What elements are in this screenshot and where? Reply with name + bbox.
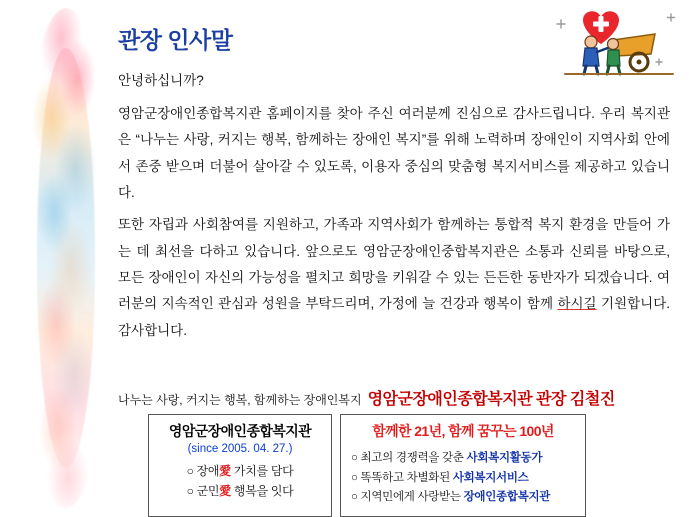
identity-box (148, 414, 332, 517)
identity-line-2-suffix: 행복을 잇다 (230, 484, 294, 498)
greeting-paragraph-2 (118, 212, 670, 344)
vision-box-line-1 (351, 449, 575, 465)
vision-line-1-bold: 사회복지활동가 (466, 452, 543, 464)
vision-line-2-normal: ○ 똑똑하고 차별화된 (351, 471, 453, 484)
watercolor-strip-decoration (18, 8, 114, 508)
greeting-paragraph-1: 영암군장애인종합복지관 홈페이지를 찾아 주신 여러분께 진심으로 감사드립니다. 우리 복지관은 “나누는 사랑, 커지는 행복, 함께하는 장애인 복지”를 위해 노력하며 장애인이 지역사회 안에서 존중 받으며 더불어 살아갈 수 있도록, 이용자 중심의 맞춤형 복지서비스를 제공하고 있습니다. (118, 106, 670, 200)
greeting-paragraph-2-tail: 기원합니다. 감사합니다. (118, 296, 670, 338)
identity-line-2-prefix: ○ 군민 (186, 484, 220, 498)
vision-box-title: 함께한 21년, 함께 꿈꾸는 100년 (372, 423, 554, 439)
greeting-paragraph-2-underlined: 하시길 (557, 296, 597, 312)
identity-box-subtitle: (since 2005. 04. 27.) (187, 443, 293, 455)
identity-line-1-suffix: 가치를 담다 (230, 464, 294, 478)
identity-box-line-1 (159, 462, 321, 479)
greeting-paragraph-2-body: 또한 자립과 사회참여를 지원하고, 가족과 지역사회가 함께하는 통합적 복지 환경을 만들어 가는 데 최선을 다하고 있습니다. 앞으로도 영암군장애인중합복지관은 소통과 신뢰를 바탕으로, 모든 장애인이 자신의 가능성을 펼치고 희망을 키워갈 수 있는 든든한 동반자가 되겠습니다. 여러분의 지속적인 관심과 성원을 부탁드리며, 가정에 늘 건강과 행복이 함께 (118, 217, 670, 312)
vision-line-3-bold: 장애인종합복지관 (463, 491, 551, 503)
identity-line-1-prefix: ○ 장애 (186, 464, 220, 478)
greeting-content (118, 22, 670, 350)
vision-box-line-3 (351, 488, 575, 504)
greeting-salutation: 안녕하십니까? (118, 73, 204, 88)
heart-icon: 愛 (219, 464, 231, 478)
page-title: 관장 인사말 (118, 27, 233, 53)
vision-line-1-normal: ○ 최고의 경쟁력을 갖춘 (351, 452, 467, 464)
heart-icon: 愛 (219, 484, 231, 498)
vision-box (340, 414, 586, 517)
bottom-boxes (148, 414, 586, 517)
signature-row (118, 386, 678, 409)
signature-name: 영암군장애인종합복지관 관장 김철진 (367, 391, 615, 408)
vision-box-line-2 (351, 469, 575, 485)
vision-line-3-normal: ○ 지역민에게 사랑받는 (351, 491, 464, 503)
identity-box-title: 영암군장애인종합복지관 (168, 423, 312, 439)
watercolor-streak (37, 48, 95, 468)
identity-box-line-2 (159, 482, 321, 499)
vision-line-2-bold: 사회복지서비스 (452, 471, 529, 484)
signature-slogan: 나누는 사랑, 커지는 행복, 함께하는 장애인복지 (118, 393, 362, 407)
